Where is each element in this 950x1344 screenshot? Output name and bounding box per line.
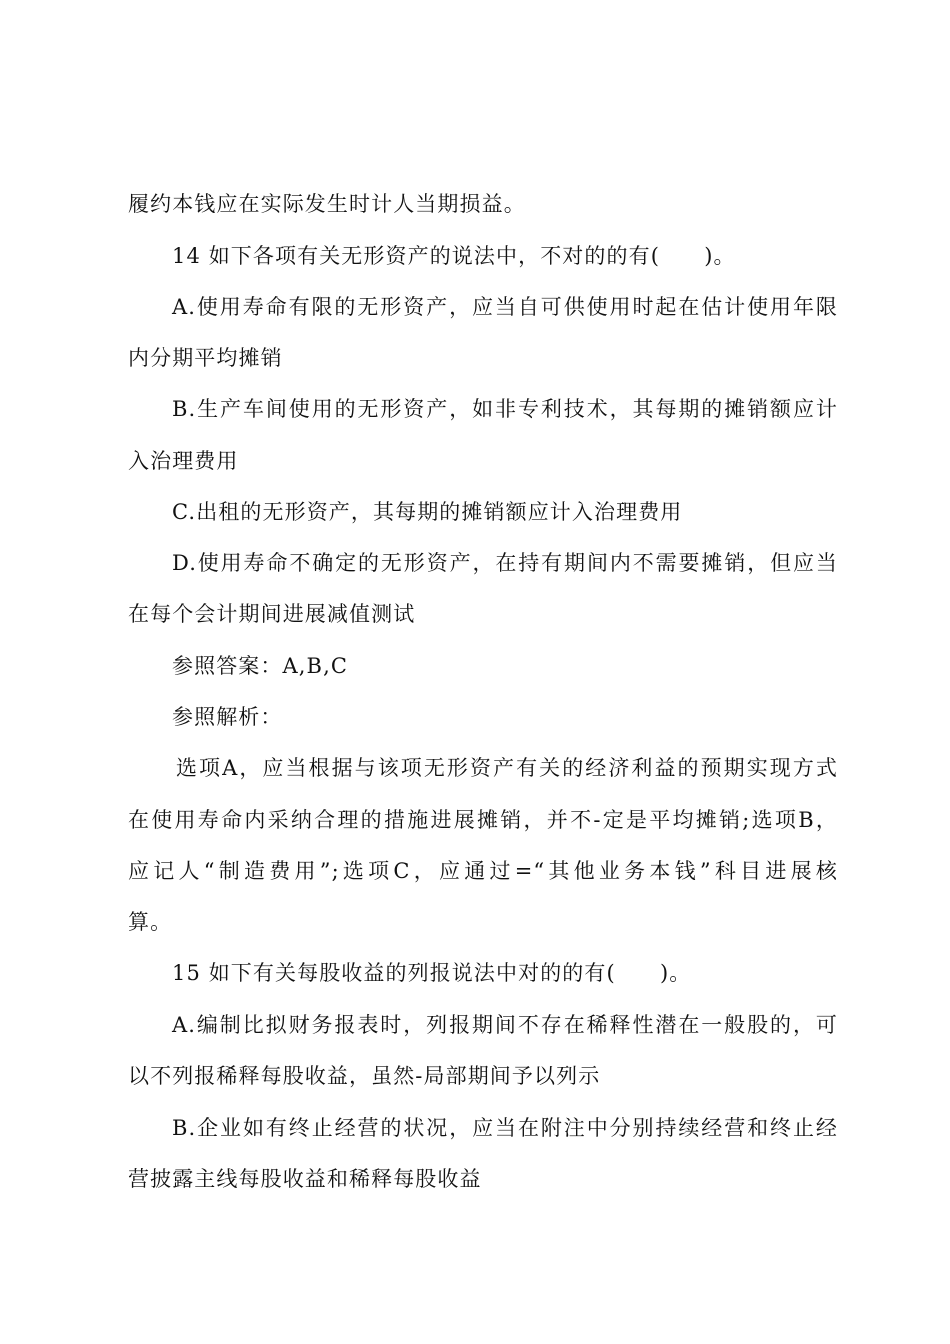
q14-option-a-line-1: A.使用寿命有限的无形资产，应当自可供使用时起在估计使用年限 — [172, 295, 838, 319]
q14-analysis-line-2: 在使用寿命内采纳合理的措施进展摊销，并不-定是平均摊销;选项B， — [128, 808, 838, 832]
text-line-continuation: 履约本钱应在实际发生时计人当期损益。 — [128, 192, 526, 216]
q14-option-a-line-2: 内分期平均摊销 — [128, 346, 283, 370]
q15-option-b-line-2: 营披露主线每股收益和稀释每股收益 — [128, 1167, 482, 1191]
q14-option-d-line-2: 在每个会计期间进展减值测试 — [128, 602, 416, 626]
q14-option-b-line-1: B.生产车间使用的无形资产，如非专利技术，其每期的摊销额应计 — [172, 397, 838, 421]
q14-analysis-line-1: 选项A，应当根据与该项无形资产有关的经济利益的预期实现方式 — [176, 756, 838, 780]
q14-analysis-line-3: 应记人“制造费用”;选项C，应通过=“其他业务本钱”科目进展核 — [128, 859, 838, 883]
q14-option-d-line-1: D.使用寿命不确定的无形资产，在持有期间内不需要摊销，但应当 — [172, 551, 838, 575]
q14-analysis-label: 参照解析： — [172, 705, 283, 729]
q15-option-a-line-2: 以不列报稀释每股收益，虽然-局部期间予以列示 — [128, 1064, 601, 1088]
q15-option-a-line-1: A.编制比拟财务报表时，列报期间不存在稀释性潜在一般股的，可 — [172, 1013, 838, 1037]
question-15-title: 15 如下有关每股收益的列报说法中对的的有( )。 — [172, 961, 692, 985]
q14-reference-answer: 参照答案：A,B,C — [172, 654, 349, 678]
q14-option-c: C.出租的无形资产，其每期的摊销额应计入治理费用 — [172, 500, 683, 524]
q15-option-b-line-1: B.企业如有终止经营的状况，应当在附注中分别持续经营和终止经 — [172, 1116, 838, 1140]
question-14-title: 14 如下各项有关无形资产的说法中，不对的的有( )。 — [172, 244, 736, 268]
q14-option-b-line-2: 入治理费用 — [128, 449, 239, 473]
q14-analysis-line-4: 算。 — [128, 910, 173, 934]
